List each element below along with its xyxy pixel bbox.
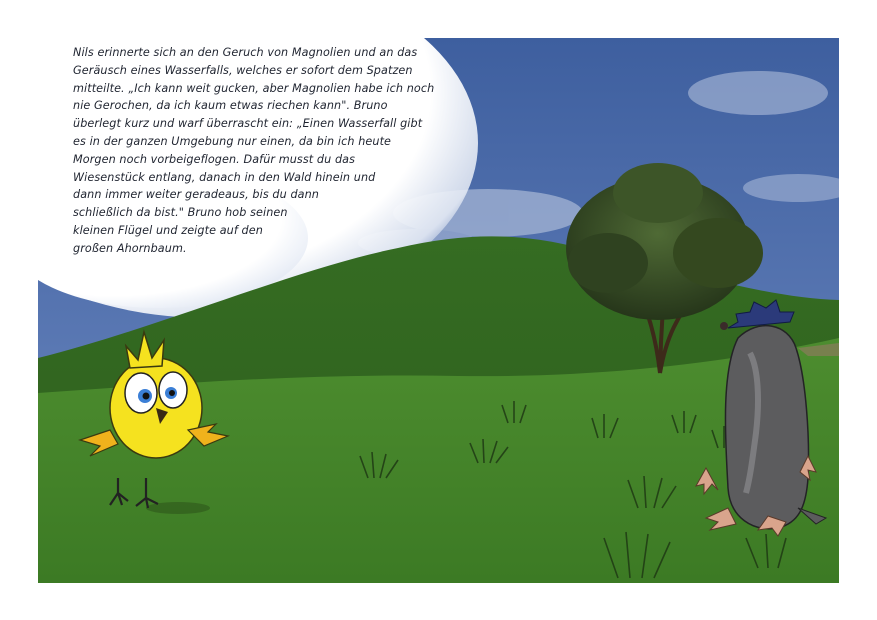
story-line: es in der ganzen Umgebung nur einen, da bin ich heute [73,134,392,148]
story-line: kleinen Flügel und zeigte auf den [73,223,263,237]
story-line: Nils erinnerte sich an den Geruch von Magnolien und an das [73,46,418,59]
story-line: schließlich da bist." Bruno hob seinen [73,206,288,220]
story-line: mitteilte. „Ich kann weit gucken, aber Magnolien habe ich noch [73,81,435,95]
story-text [73,44,435,258]
story-line: dann immer weiter geradeaus, bis du dann [73,188,319,202]
story-line: Geräusch eines Wasserfalls, welches er sofort dem Spatzen [73,63,413,77]
story-line: nie Gerochen, da ich kaum etwas riechen kann". Bruno [73,99,388,113]
story-line: überlegt kurz und warf überrascht ein: „Einen Wasserfall gibt [73,117,423,131]
story-line: Morgen noch vorbeigeflogen. Dafür musst du das [73,152,356,166]
story-line: großen Ahornbaum. [73,241,187,255]
story-line: Wiesenstück entlang, danach in den Wald hinein und [73,170,376,184]
